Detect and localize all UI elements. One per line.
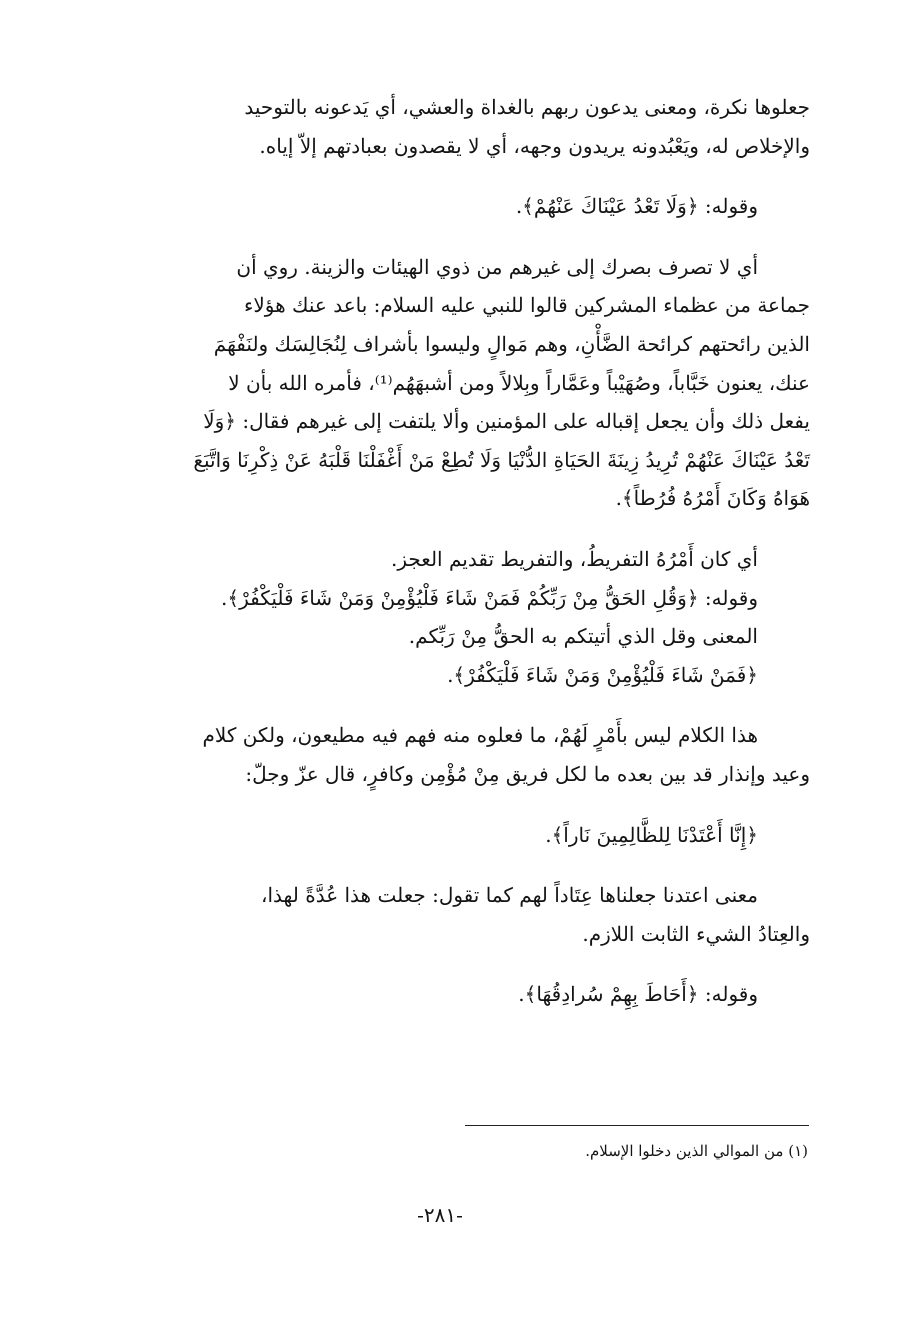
quran-verse-line: وقوله: ﴿وَقُلِ الحَقُّ مِنْ رَبِّكُمْ فَمَنْ شَاءَ فَلْيُؤْمِنْ وَمَنْ شَاءَ فَلْيَكْفُرْ﴾. — [221, 585, 758, 610]
text-line: أي لا تصرف بصرك إلى غيرهم من ذوي الهيئات والزينة. روي أن — [236, 254, 758, 279]
footnote: (١) من الموالي الذين دخلوا الإسلام. — [585, 1142, 808, 1160]
text-line: أي كان أَمْرُهُ التفريطُ، والتفريط تقديم العجز. — [391, 546, 758, 571]
text-line: يفعل ذلك وأن يجعل إقباله على المؤمنين وألا يلتفت إلى غيرهم فقال: ﴿وَلَا — [203, 409, 810, 434]
text-line: وعيد وإنذار قد بين بعده ما لكل فريق مِنْ مُؤْمِن وكافرٍ، قال عزّ وجلّ: — [245, 761, 810, 786]
text-line: معنى اعتدنا جعلناها عِتَاداً لهم كما تقول: جعلت هذا عُدَّةً لهذا، — [261, 883, 758, 908]
quran-verse-line: ﴿فَمَنْ شَاءَ فَلْيُؤْمِنْ وَمَنْ شَاءَ فَلْيَكْفُرْ﴾. — [447, 662, 758, 687]
quran-verse-line: تَعْدُ عَيْنَاكَ عَنْهُمْ تُرِيدُ زِينَةَ الحَيَاةِ الدُّنْيَا وَلَا تُطِعْ مَنْ أَغْفَلْنَا قَلْبَهُ عَنْ ذِكْرِنَا وَاتَّبَعَ — [193, 447, 810, 472]
text-line: الذين رائحتهم كرائحة الضَّأْنِ، وهم مَوالٍ وليسوا بأشراف لِنُجَالِسَك ولنَفْهَمَ — [213, 331, 810, 356]
body-text — [120, 88, 810, 1014]
text-line: المعنى وقل الذي أتيتكم به الحقُّ مِنْ رَبِّكم. — [408, 624, 758, 649]
text-line: والإخلاص له، ويَعْبُدونه يريدون وجهه، أي لا يقصدون بعبادتهم إلاّ إياه. — [259, 133, 810, 158]
text-line: والعِتادُ الشيء الثابت اللازم. — [582, 921, 810, 946]
quran-verse-line: وقوله: ﴿أَحَاطَ بِهِمْ سُرادِقُهَا﴾. — [518, 982, 758, 1007]
quran-verse-line: هَوَاهُ وَكَانَ أَمْرُهُ فُرُطاً﴾. — [615, 486, 810, 511]
page-number: -٢٨١- — [417, 1203, 463, 1227]
text-line: عنك، يعنون خَبَّاباً، وصُهَيْباً وعَمَّاراً وبِلالاً ومن أشبهَهُم⁽¹⁾، فأمره الله بأن لا — [228, 370, 810, 395]
text-line: جعلوها نكرة، ومعنى يدعون ربهم بالغداة والعشي، أي يَدعونه بالتوحيد — [244, 95, 810, 119]
footnote-separator — [465, 1125, 809, 1126]
text-line: جماعة من عظماء المشركين قالوا للنبي عليه السلام: باعد عنك هؤلاء — [243, 293, 810, 318]
quran-verse-line: ﴿إِنَّا أَعْتَدْنَا لِلظَّالِمِينَ نَاراً﴾. — [545, 822, 758, 847]
text-line: هذا الكلام ليس بأَمْرٍ لَهُمْ، ما فعلوه منه فهم فيه مطيعون، ولكن كلام — [202, 723, 758, 748]
quran-verse-line: وقوله: ﴿وَلَا تَعْدُ عَيْنَاكَ عَنْهُمْ﴾. — [515, 194, 758, 219]
